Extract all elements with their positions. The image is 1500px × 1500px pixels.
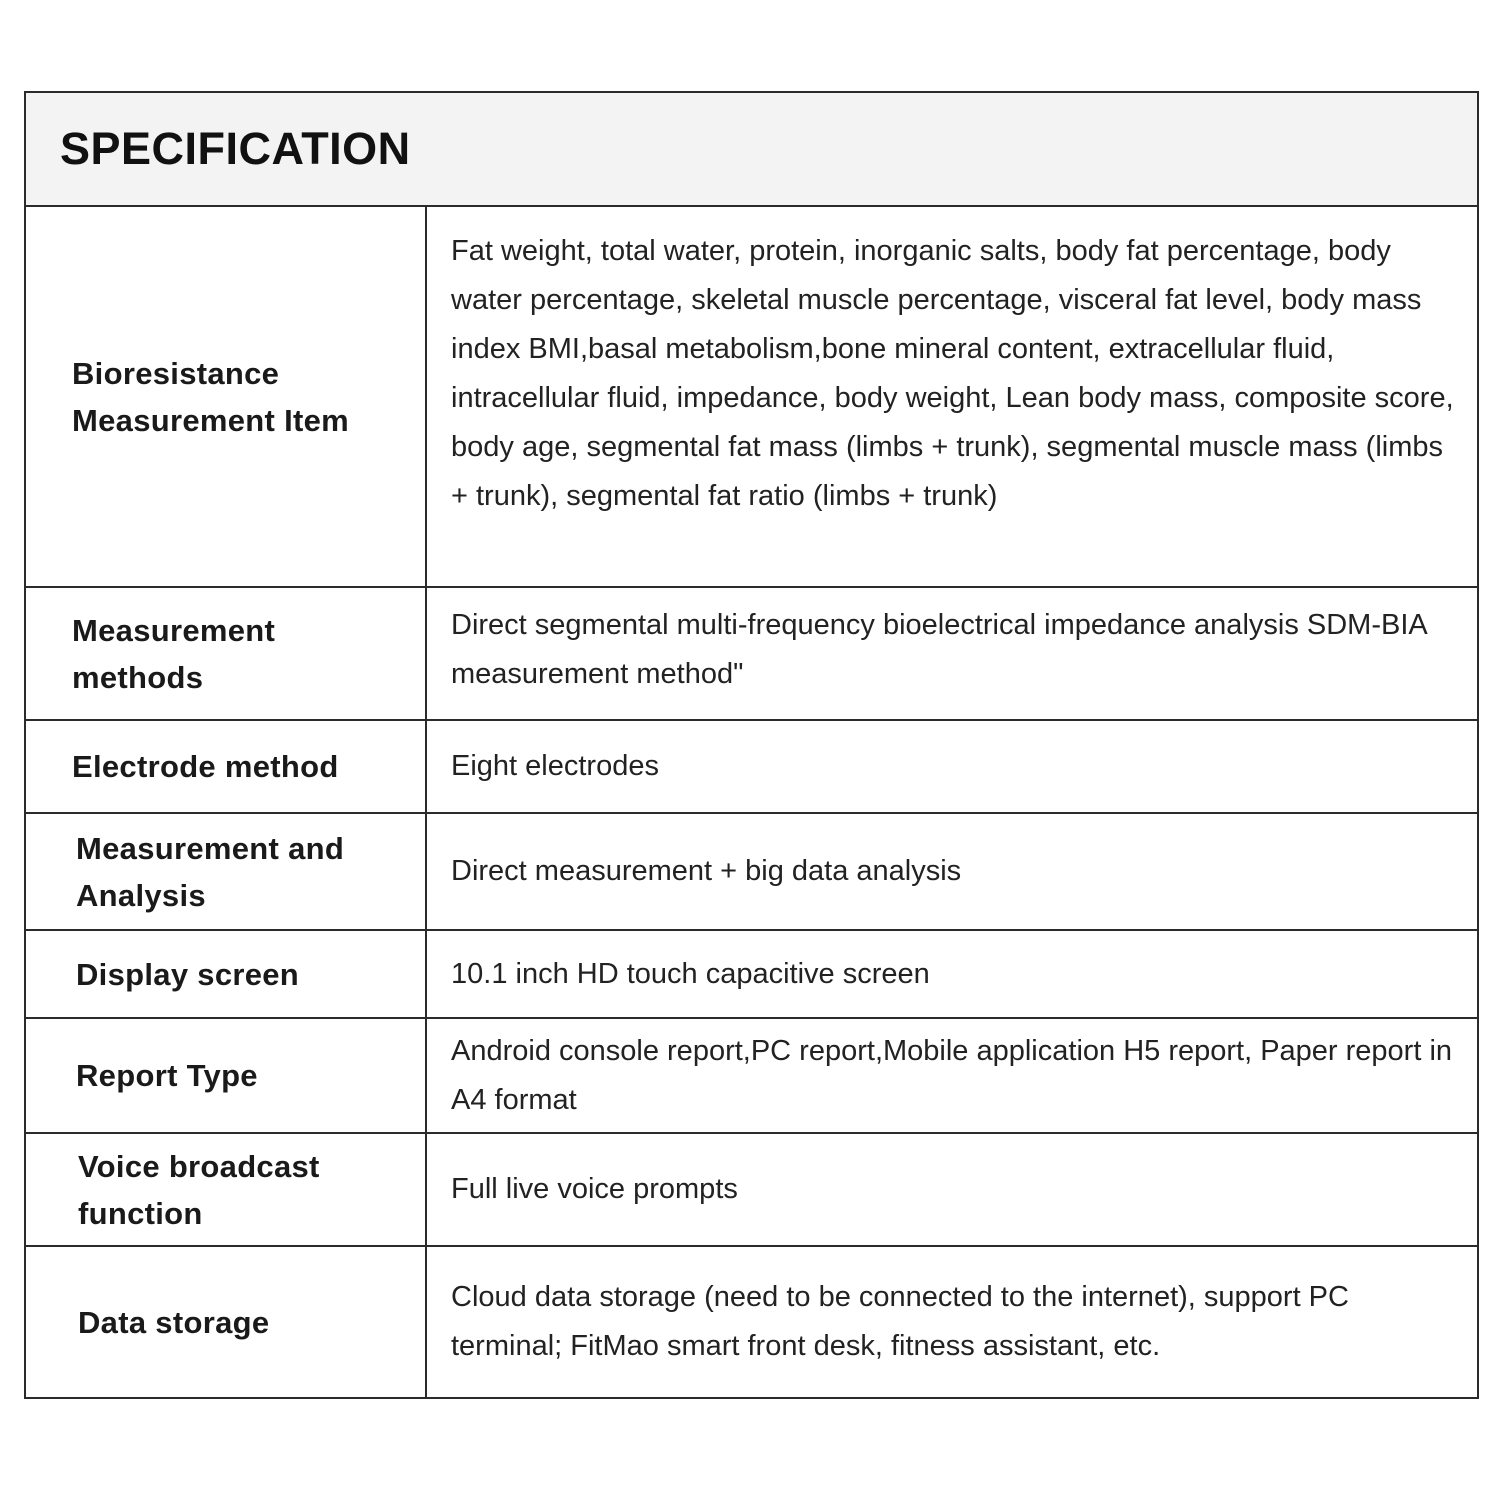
spec-label-cell bbox=[26, 721, 427, 812]
spec-value: Fat weight, total water, protein, inorganic salts, body fat percentage, body water percentage, skeletal muscle percentage, visceral fat level, body mass index BMI,basal metabolism,bone mineral content, extracellular fluid, intracellular fluid, impedance, body weight, Lean body mass, composite score, body age, segmental fat mass (limbs + trunk), segmental muscle mass (limbs + trunk), segmental fat ratio (limbs + trunk) bbox=[451, 235, 1454, 512]
spec-value-cell bbox=[427, 721, 1477, 812]
spec-label: Measurement methods bbox=[72, 612, 276, 695]
spec-row-voice-broadcast bbox=[26, 1134, 1477, 1247]
spec-label: Bioresistance Measurement Item bbox=[72, 355, 350, 438]
spec-value-cell bbox=[427, 1247, 1477, 1397]
spec-row-report-type bbox=[26, 1019, 1477, 1134]
spec-row-bioresistance bbox=[26, 207, 1477, 588]
spec-value-cell bbox=[427, 814, 1477, 929]
spec-label: Voice broadcast function bbox=[78, 1148, 320, 1231]
spec-value: Cloud data storage (need to be connected to the internet), support PC terminal; FitMao smart front desk, fitness assistant, etc. bbox=[451, 1281, 1349, 1362]
spec-label: Data storage bbox=[78, 1304, 270, 1340]
specification-header bbox=[26, 93, 1477, 207]
spec-value-cell bbox=[427, 207, 1477, 586]
spec-value: Direct segmental multi-frequency bioelectrical impedance analysis SDM-BIA measurement method" bbox=[451, 609, 1427, 690]
spec-value-cell bbox=[427, 931, 1477, 1017]
specification-table bbox=[24, 91, 1479, 1399]
spec-row-data-storage bbox=[26, 1247, 1477, 1397]
spec-label-cell bbox=[26, 814, 427, 929]
spec-value: Full live voice prompts bbox=[451, 1173, 738, 1205]
spec-value: Android console report,PC report,Mobile application H5 report, Paper report in A4 format bbox=[451, 1034, 1453, 1116]
spec-value-cell bbox=[427, 1134, 1477, 1245]
spec-label-cell bbox=[26, 588, 427, 719]
spec-label-cell bbox=[26, 1019, 427, 1132]
spec-label-cell bbox=[26, 207, 427, 586]
spec-label-cell bbox=[26, 1247, 427, 1397]
spec-value-cell bbox=[427, 1019, 1477, 1132]
spec-label: Measurement and Analysis bbox=[76, 830, 345, 913]
spec-value: Direct measurement + big data analysis bbox=[451, 855, 962, 887]
spec-value: 10.1 inch HD touch capacitive screen bbox=[451, 957, 930, 990]
spec-label: Display screen bbox=[76, 956, 300, 992]
spec-label-cell bbox=[26, 931, 427, 1017]
spec-row-measurement-analysis bbox=[26, 814, 1477, 931]
spec-label: Electrode method bbox=[72, 749, 339, 784]
specification-title: SPECIFICATION bbox=[60, 123, 411, 174]
spec-value-cell bbox=[427, 588, 1477, 719]
spec-row-display-screen bbox=[26, 931, 1477, 1019]
spec-label-cell bbox=[26, 1134, 427, 1245]
spec-label: Report Type bbox=[76, 1058, 258, 1093]
spec-row-measurement-methods bbox=[26, 588, 1477, 721]
spec-value: Eight electrodes bbox=[451, 750, 659, 782]
spec-row-electrode-method bbox=[26, 721, 1477, 814]
